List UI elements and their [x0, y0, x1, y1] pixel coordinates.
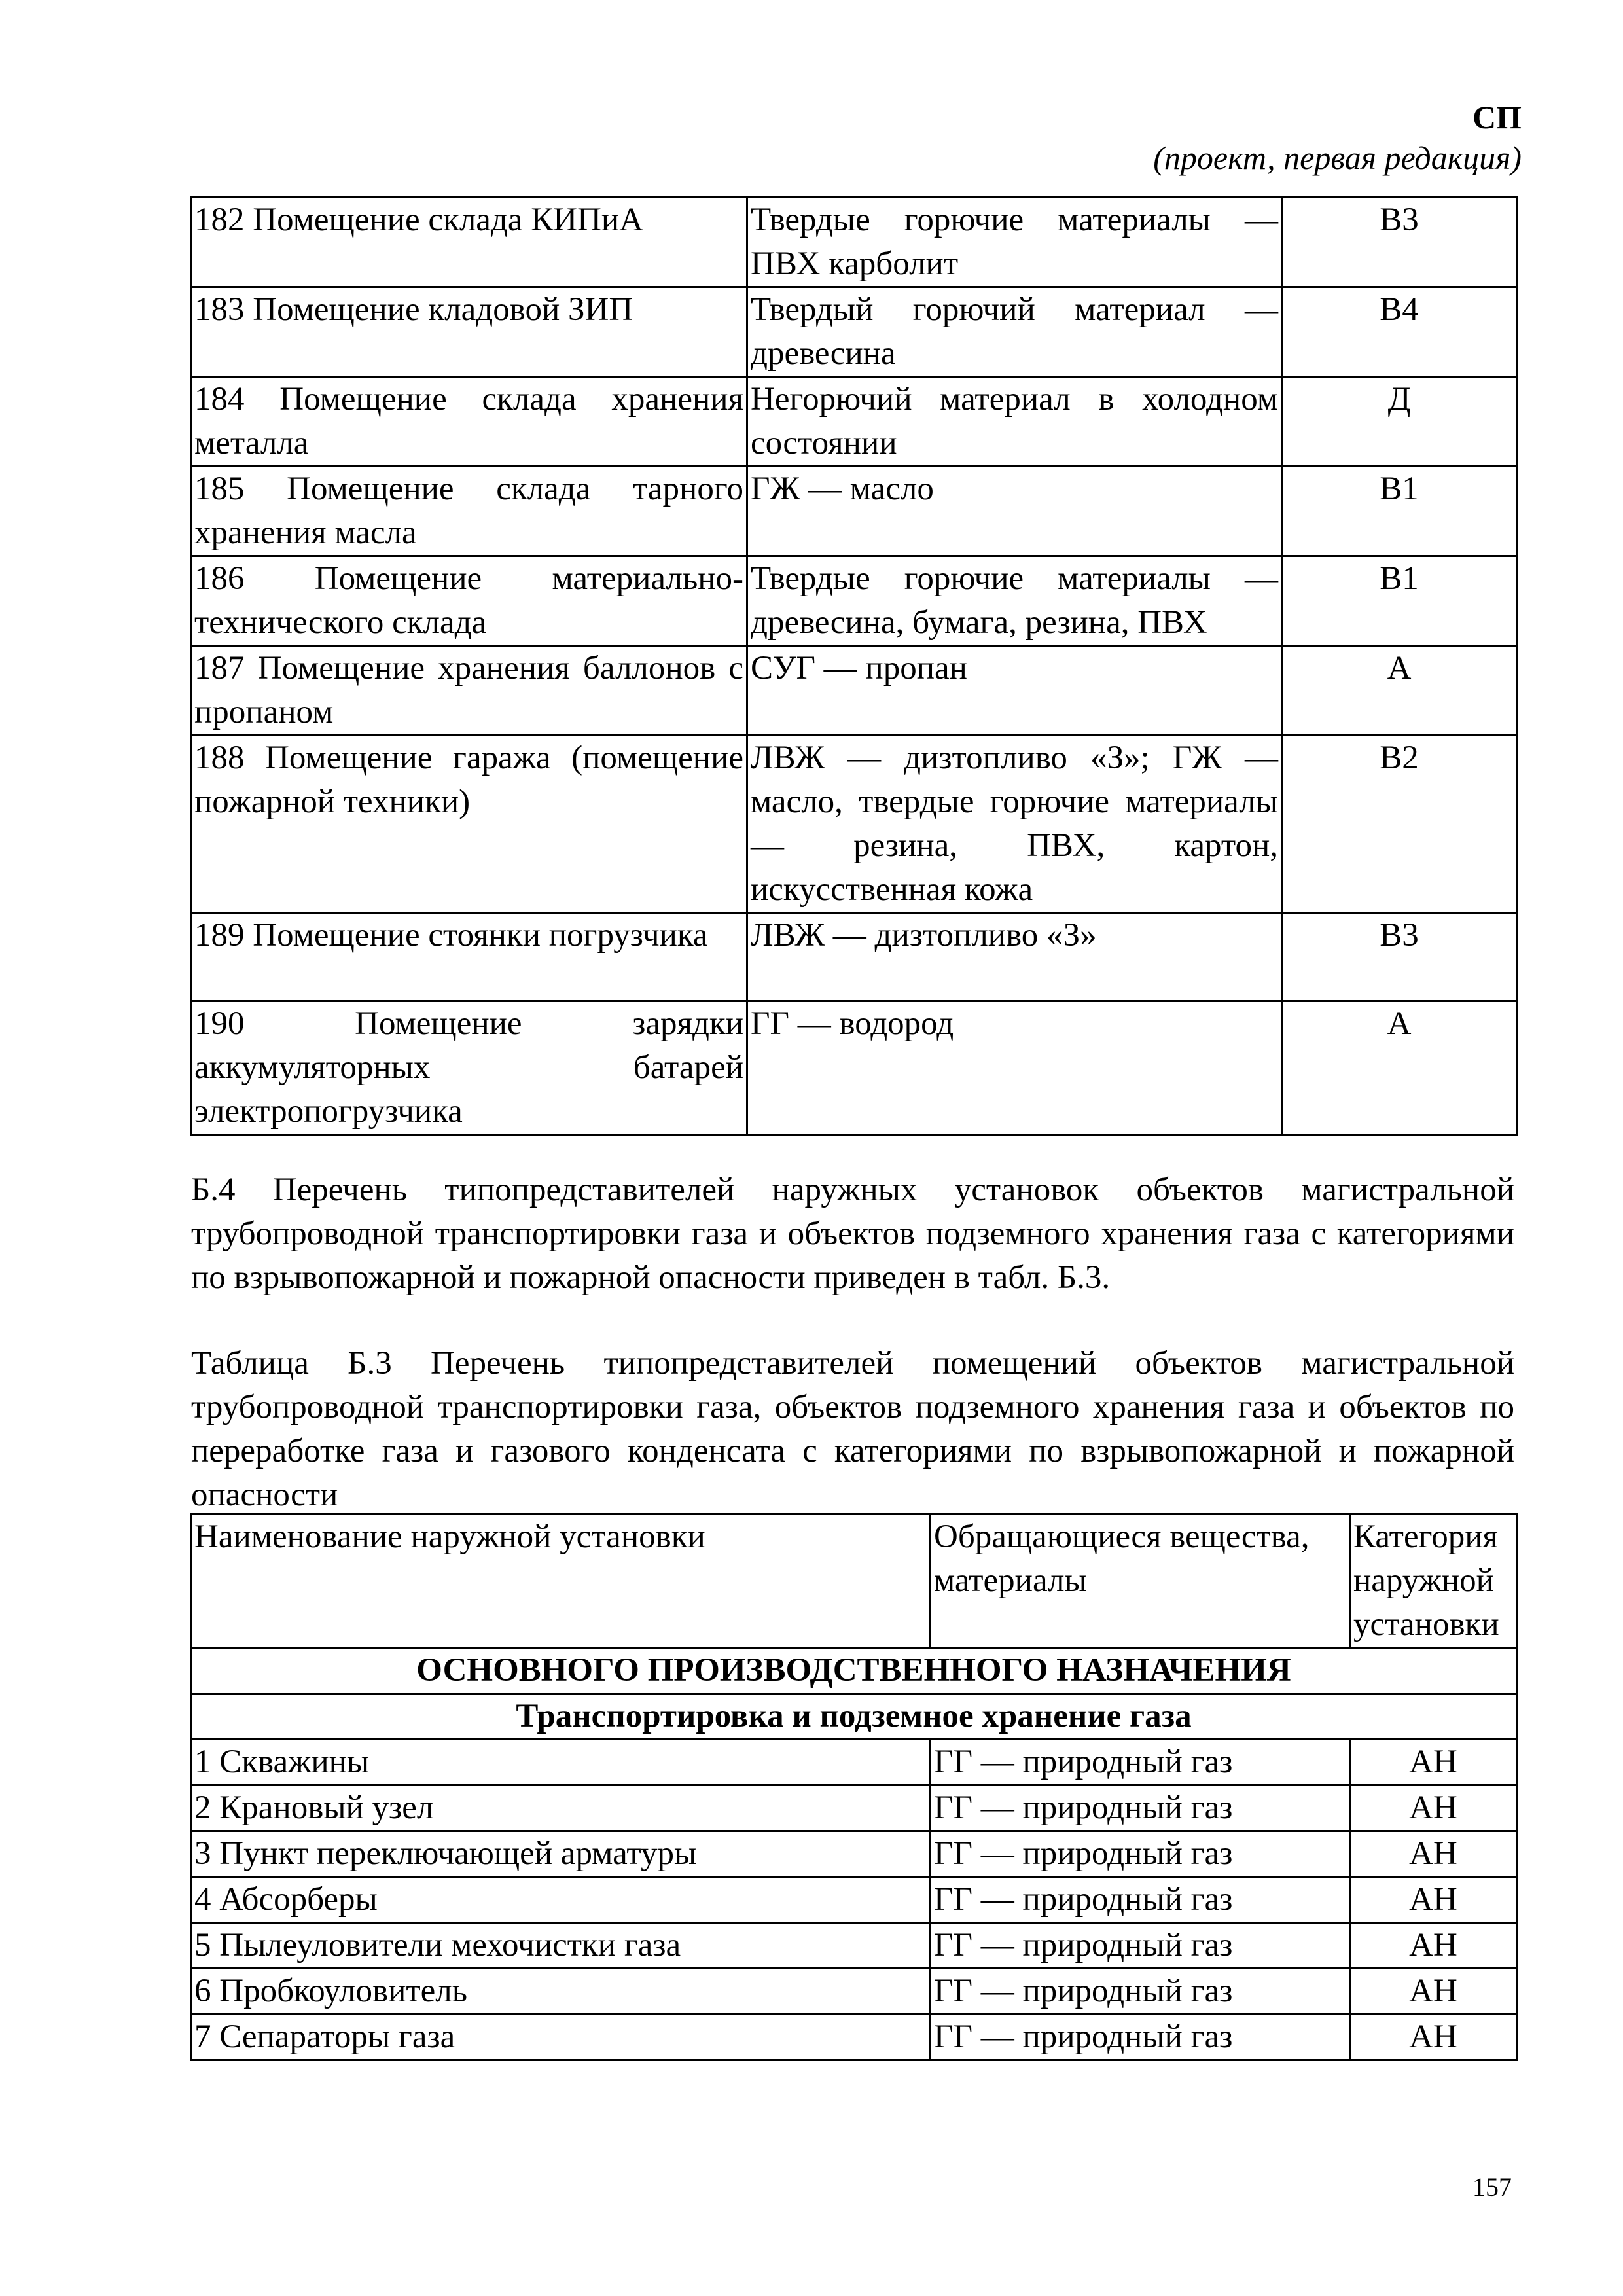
- table-row: [191, 467, 1517, 556]
- rooms-category-table: [190, 196, 1518, 1136]
- category-cell: В3: [1282, 913, 1517, 1001]
- materials-cell: ГГ — природный газ: [931, 1785, 1350, 1831]
- materials-cell: ГГ — природный газ: [931, 1969, 1350, 2015]
- category-cell: АН: [1350, 1923, 1517, 1969]
- materials-cell: ГГ — природный газ: [931, 1740, 1350, 1785]
- category-cell: АН: [1350, 1831, 1517, 1877]
- room-name-cell: 189 Помещение стоянки погрузчика: [191, 913, 747, 1001]
- section-title: ОСНОВНОГО ПРОИЗВОДСТВЕННОГО НАЗНАЧЕНИЯ: [191, 1648, 1517, 1694]
- room-name-cell: 187 Помещение хранения баллонов с пропаном: [191, 646, 747, 736]
- page-number: 157: [1472, 2172, 1512, 2202]
- room-name-cell: 182 Помещение склада КИПиА: [191, 198, 747, 287]
- materials-cell: ГЖ — масло: [747, 467, 1282, 556]
- table-row: [191, 1923, 1517, 1969]
- materials-cell: ГГ — природный газ: [931, 1831, 1350, 1877]
- table-row: [191, 1969, 1517, 2015]
- installation-name-cell: 5 Пылеуловители мехочистки газа: [191, 1923, 931, 1969]
- category-cell: В4: [1282, 287, 1517, 377]
- installation-name-cell: 4 Абсорберы: [191, 1877, 931, 1923]
- category-cell: А: [1282, 1001, 1517, 1135]
- table-row: [191, 1001, 1517, 1135]
- installation-name-cell: 6 Пробкоуловитель: [191, 1969, 931, 2015]
- materials-cell: ГГ — природный газ: [931, 1923, 1350, 1969]
- category-cell: В2: [1282, 736, 1517, 913]
- materials-cell: ЛВЖ — дизтопливо «З»; ГЖ — масло, твердые горючие материалы — резина, ПВХ, картон, искусственная кожа: [747, 736, 1282, 913]
- category-cell: АН: [1350, 1785, 1517, 1831]
- section-row: [191, 1648, 1517, 1694]
- materials-cell: ЛВЖ — дизтопливо «З»: [747, 913, 1282, 1001]
- header-name: Наименование наружной установки: [191, 1515, 931, 1648]
- category-cell: В1: [1282, 467, 1517, 556]
- table-row: [191, 2015, 1517, 2060]
- category-cell: АН: [1350, 2015, 1517, 2060]
- category-cell: А: [1282, 646, 1517, 736]
- installation-name-cell: 2 Крановый узел: [191, 1785, 931, 1831]
- materials-cell: Твердые горючие материалы — ПВХ карболит: [747, 198, 1282, 287]
- category-cell: Д: [1282, 377, 1517, 467]
- table-row: [191, 1831, 1517, 1877]
- category-cell: АН: [1350, 1740, 1517, 1785]
- table-header-row: [191, 1515, 1517, 1648]
- table-row: [191, 1785, 1517, 1831]
- installation-name-cell: 1 Скважины: [191, 1740, 931, 1785]
- table-row: [191, 913, 1517, 1001]
- subsection-row: [191, 1694, 1517, 1740]
- category-cell: АН: [1350, 1969, 1517, 2015]
- room-name-cell: 185 Помещение склада тарного хранения масла: [191, 467, 747, 556]
- section-paragraph-b4: Б.4 Перечень типопредставителей наружных установок объектов магистральной трубопроводной транспортировки газа и объектов подземного хранения газа с категориями по взрывопожарной и пожарной опасности приведен в табл. Б.3.: [191, 1172, 1514, 1296]
- installation-name-cell: 3 Пункт переключающей арматуры: [191, 1831, 931, 1877]
- materials-cell: ГГ — водород: [747, 1001, 1282, 1135]
- category-cell: В3: [1282, 198, 1517, 287]
- table-row: [191, 1740, 1517, 1785]
- document-code: СП: [1472, 99, 1522, 135]
- category-cell: АН: [1350, 1877, 1517, 1923]
- room-name-cell: 183 Помещение кладовой ЗИП: [191, 287, 747, 377]
- category-cell: В1: [1282, 556, 1517, 646]
- room-name-cell: 188 Помещение гаража (помещение пожарной техники): [191, 736, 747, 913]
- table-row: [191, 377, 1517, 467]
- room-name-cell: 190 Помещение зарядки аккумуляторных батарей электропогрузчика: [191, 1001, 747, 1135]
- table-b3-caption: Таблица Б.3 Перечень типопредставителей помещений объектов магистральной трубопроводной транспортировки газа, объектов подземного хранения газа и объектов по переработке газа и газового конденсата с категориями по взрывопожарной и пожарной опасности: [191, 1345, 1514, 1513]
- table-row: [191, 736, 1517, 913]
- room-name-cell: 186 Помещение материально-технического склада: [191, 556, 747, 646]
- table-row: [191, 198, 1517, 287]
- installation-name-cell: 7 Сепараторы газа: [191, 2015, 931, 2060]
- materials-cell: Негорючий материал в холодном состоянии: [747, 377, 1282, 467]
- materials-cell: СУГ — пропан: [747, 646, 1282, 736]
- document-status: (проект, первая редакция): [1153, 139, 1522, 176]
- table-row: [191, 1877, 1517, 1923]
- table-row: [191, 287, 1517, 377]
- header-category: Категория наружной установки: [1350, 1515, 1517, 1648]
- materials-cell: Твердые горючие материалы — древесина, бумага, резина, ПВХ: [747, 556, 1282, 646]
- subsection-title: Транспортировка и подземное хранение газа: [191, 1694, 1517, 1740]
- room-name-cell: 184 Помещение склада хранения металла: [191, 377, 747, 467]
- materials-cell: ГГ — природный газ: [931, 2015, 1350, 2060]
- header-materials: Обращающиеся вещества, материалы: [931, 1515, 1350, 1648]
- table-row: [191, 646, 1517, 736]
- outdoor-installations-table: [190, 1513, 1518, 2061]
- table-row: [191, 556, 1517, 646]
- materials-cell: ГГ — природный газ: [931, 1877, 1350, 1923]
- materials-cell: Твердый горючий материал — древесина: [747, 287, 1282, 377]
